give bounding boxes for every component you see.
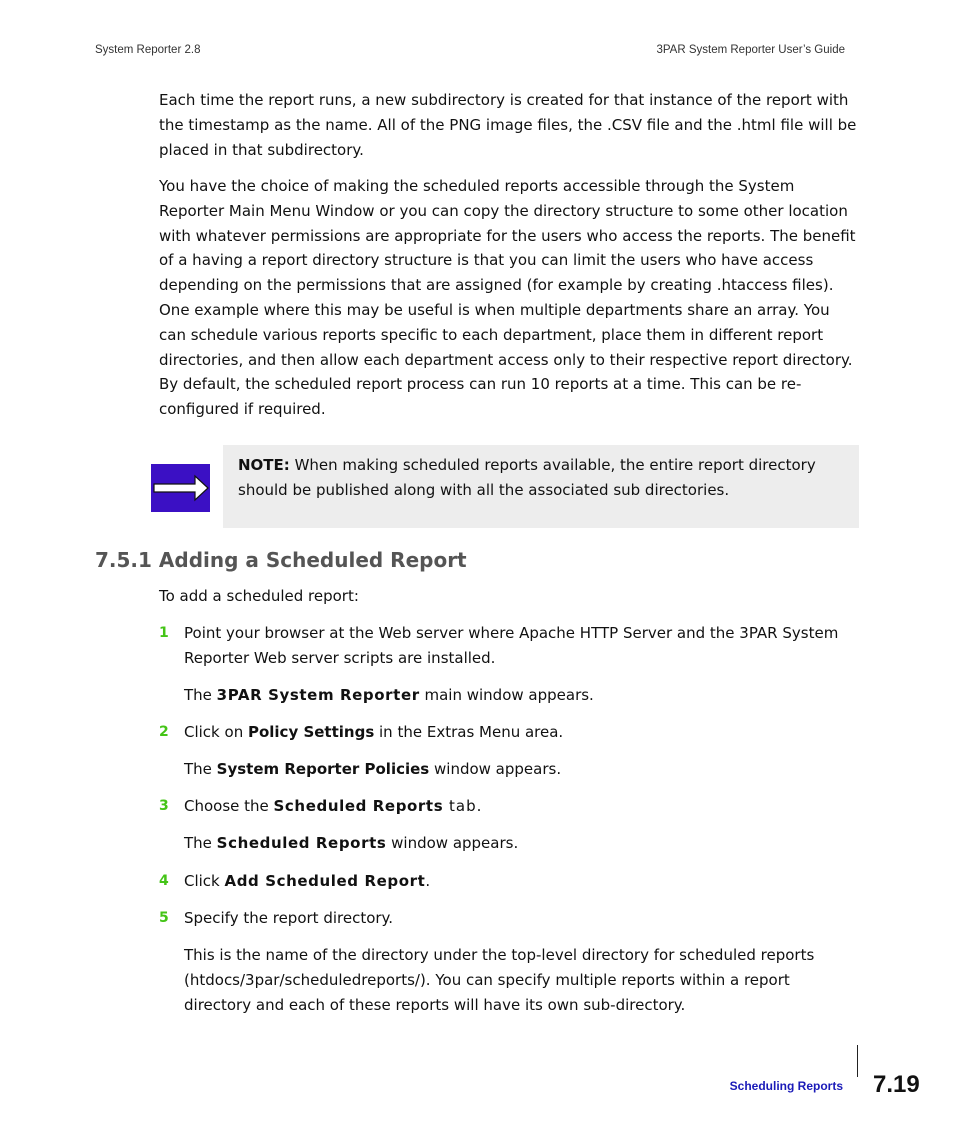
step-2-text: Click on Policy Settings in the Extras Menu area. bbox=[184, 723, 564, 741]
section-title: 7.5.1 Adding a Scheduled Report bbox=[95, 548, 467, 572]
running-header-left: System Reporter 2.8 bbox=[95, 44, 201, 56]
ui-term: System Reporter Policies bbox=[216, 760, 430, 778]
ui-term: Add Scheduled Report bbox=[224, 872, 426, 890]
note-label: NOTE: bbox=[238, 456, 290, 474]
ui-term: Scheduled Reports bbox=[273, 797, 444, 815]
step-4-text: Click Add Scheduled Report. bbox=[184, 872, 431, 890]
step-3-result: The Scheduled Reports window appears. bbox=[184, 834, 519, 852]
step-number-5: 5 bbox=[159, 910, 169, 926]
step-5-detail: This is the name of the directory under the top-level directory for scheduled reports (htdocs/3par/scheduledreports/). You can specify multiple reports within a report directory and each of these reports will have its own sub-directory. bbox=[184, 946, 815, 1014]
paragraph-subdirectory: Each time the report runs, a new subdirectory is created for that instance of the report with the timestamp as the name. All of the PNG image files, the .CSV file and the .html file will be placed in that subdirectory. bbox=[159, 91, 857, 159]
ui-term: 3PAR System Reporter bbox=[216, 686, 420, 704]
note-text bbox=[238, 453, 838, 503]
note-body: When making scheduled reports available, the entire report directory should be published along with all the associated sub directories. bbox=[238, 456, 816, 499]
step-number-3: 3 bbox=[159, 798, 169, 814]
step-2-result: The System Reporter Policies window appears. bbox=[184, 760, 562, 778]
ui-term: Policy Settings bbox=[247, 723, 375, 741]
step-5-text: Specify the report directory. bbox=[184, 909, 394, 927]
step-1-result: The 3PAR System Reporter main window appears. bbox=[184, 686, 594, 704]
step-number-4: 4 bbox=[159, 873, 169, 889]
ui-term: Scheduled Reports bbox=[216, 834, 387, 852]
step-number-2: 2 bbox=[159, 724, 169, 740]
step-1-text: Point your browser at the Web server where Apache HTTP Server and the 3PAR System Reporter Web server scripts are installed. bbox=[184, 624, 839, 667]
paragraph-accessibility: You have the choice of making the scheduled reports accessible through the System Reporter Main Menu Window or you can copy the directory structure to some other location with whatever permissions are appropriate for the users who access the reports. The benefit of a having a report directory structure is that you can limit the users who have access depending on the permissions that are assigned (for example by creating .htaccess files). One example where this may be useful is when multiple departments share an array. You can schedule various reports specific to each department, place them in different report directories, and then allow each department access only to their respective report directory. By default, the scheduled report process can run 10 reports at a time. This can be re-configured if required. bbox=[159, 177, 856, 419]
running-header-right: 3PAR System Reporter User’s Guide bbox=[656, 44, 845, 56]
footer-section-link[interactable]: Scheduling Reports bbox=[729, 1079, 843, 1093]
step-number-1: 1 bbox=[159, 625, 169, 641]
section-intro: To add a scheduled report: bbox=[159, 587, 359, 605]
step-3-text: Choose the Scheduled Reports tab. bbox=[184, 797, 483, 815]
footer-divider bbox=[857, 1045, 858, 1077]
page-number: 7.19 bbox=[873, 1071, 920, 1098]
right-arrow-icon bbox=[151, 464, 210, 512]
